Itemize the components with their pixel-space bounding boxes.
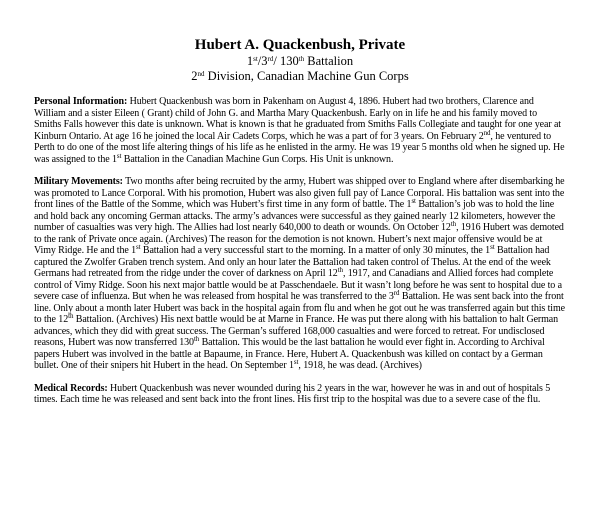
battalion-text: Battalion (304, 54, 354, 68)
ordinal-suffix: st (490, 243, 495, 251)
ordinal-suffix: th (450, 220, 457, 228)
body-text: , he ventured to Perth to do one of the most life altering things of his life as he enlisted in the army. He was 19 year 5 months old when he signed up. He was assigned to the 1 (34, 130, 565, 165)
body-text: Two months after being recruited by the army, Hubert was shipped over to England where after disembarking he was promoted to Lance Corporal. With his promotion, Hubert was also given full pay of Lance Corporal. His battalion was sent into the front lines of the Battle of the Somme, which was Hubert’s first time in any form of battle. The 1 (34, 176, 565, 210)
body-text: Battalion had a very successful start to the morning. In a matter of only 30 minutes, the 1 (140, 245, 491, 256)
section-heading-military: Military Movements: (34, 176, 123, 187)
battalion-text: 1 (246, 54, 254, 68)
ordinal-suffix: st (411, 197, 416, 205)
body-text: Battalion. This would be the last battalion he would ever fight in. According to Archival papers Hubert was involved in the battle at Bapaume, in France. Here, Hubert A. Quackenbush was killed on contact by a German bullet. One of their snipers hit Hubert in the head. On September 1 (34, 337, 545, 371)
section-heading-medical: Medical Records: (34, 382, 108, 394)
ordinal-suffix: st (293, 358, 299, 366)
body-text: Battalion. He was sent back into the front line. Only about a month later Hubert was back in the hospital again from flu and when he got out he was transferred again but this time to the 12 (34, 291, 565, 325)
body-text: Hubert Quackenbush was born in Pakenham on August 4, 1896. Hubert had two brothers, Clarence and William and a sister Eileen ( Grant) child of John G. and Martha Mary Quackenbush. Early on in life he and his family moved to Smiths Falls however this date is unknown. What is known is that he graduated from Smiths Falls Collegiate and taught for one year at Kinburn Ontario. At age 16 he joined the local Air Cadets Corps, which he was a part of for 3 years. On February 2 (34, 96, 561, 142)
medical-records-section (34, 383, 566, 406)
division-text: Division, Canadian Machine Gun Corps (204, 69, 409, 83)
body-text: Battalion’s job was to hold the line and hold back any oncoming German attacks. The army’s advances were successful as they gained nearly 12 kilometers, however the number of casualties was very high. The Allies had lost nearly 640,000 to death or wounds. On October 12 (34, 199, 556, 233)
ordinal-suffix: th (68, 312, 74, 320)
body-text: , 1917, and Canadians and Allied forces had complete control of Vimy Ridge. Soon his next major battle would be at Passchendaele. But it wasn’t long before he was sent to hospital due to a severe case of influenza. But when he was released from hospital he was transferred to the 3 (34, 268, 562, 302)
ordinal-suffix: st (135, 243, 141, 251)
document-header (34, 36, 566, 84)
ordinal-suffix: nd (197, 70, 205, 78)
body-text: Battalion. (Archives) His next battle would be at Marne in France. He was put there along with his battalion to halt German advances, which they did with great success. The German’s suffered 168,000 casualties and were forced to retreat. For undisclosed reasons, Hubert was now transferred 130 (34, 314, 559, 348)
military-movements-section (34, 176, 566, 372)
division-text: 2 (191, 69, 198, 83)
ordinal-suffix: th (337, 266, 343, 274)
body-text: , 1918, he was dead. (Archives) (298, 360, 422, 371)
body-text: Battalion in the Canadian Machine Gun Corps. His Unit is unknown. (121, 153, 394, 165)
ordinal-suffix: st (253, 55, 258, 63)
body-text: , 1916 Hubert was demoted to the rank of Private once again. (Archives) The reason for the demotion is not known. Hubert’s next major offensive would be at Vimy Ridge. He and the 1 (34, 222, 564, 256)
body-text: Battalion had captured the Zwolfer Graben trench system. And only an hour later the Battalion had taken control of Thelus. At the end of the week Germans had retreated from the ridge under the cover of darkness on April 12 (34, 245, 551, 279)
ordinal-suffix: nd (483, 128, 491, 137)
ordinal-suffix: th (298, 55, 305, 63)
battalion-text: / 130 (273, 54, 299, 68)
battalion-text: /3 (257, 54, 268, 68)
ordinal-suffix: th (193, 335, 200, 343)
document-page (34, 36, 566, 406)
personal-information-section (34, 96, 566, 165)
body-text: Hubert Quackenbush was never wounded during his 2 years in the war, however he was in and out of hospitals 5 times. Each time he was released and sent back into the front lines. His first trip to the hospital was due to a severe case of the flu. (34, 382, 551, 405)
page-title: Hubert A. Quackenbush, Private (194, 37, 406, 53)
battalion-line (34, 54, 566, 69)
ordinal-suffix: st (116, 151, 122, 160)
division-line (34, 69, 566, 84)
section-heading-personal: Personal Information: (34, 96, 128, 107)
ordinal-suffix: rd (393, 289, 400, 297)
ordinal-suffix: rd (267, 55, 274, 63)
